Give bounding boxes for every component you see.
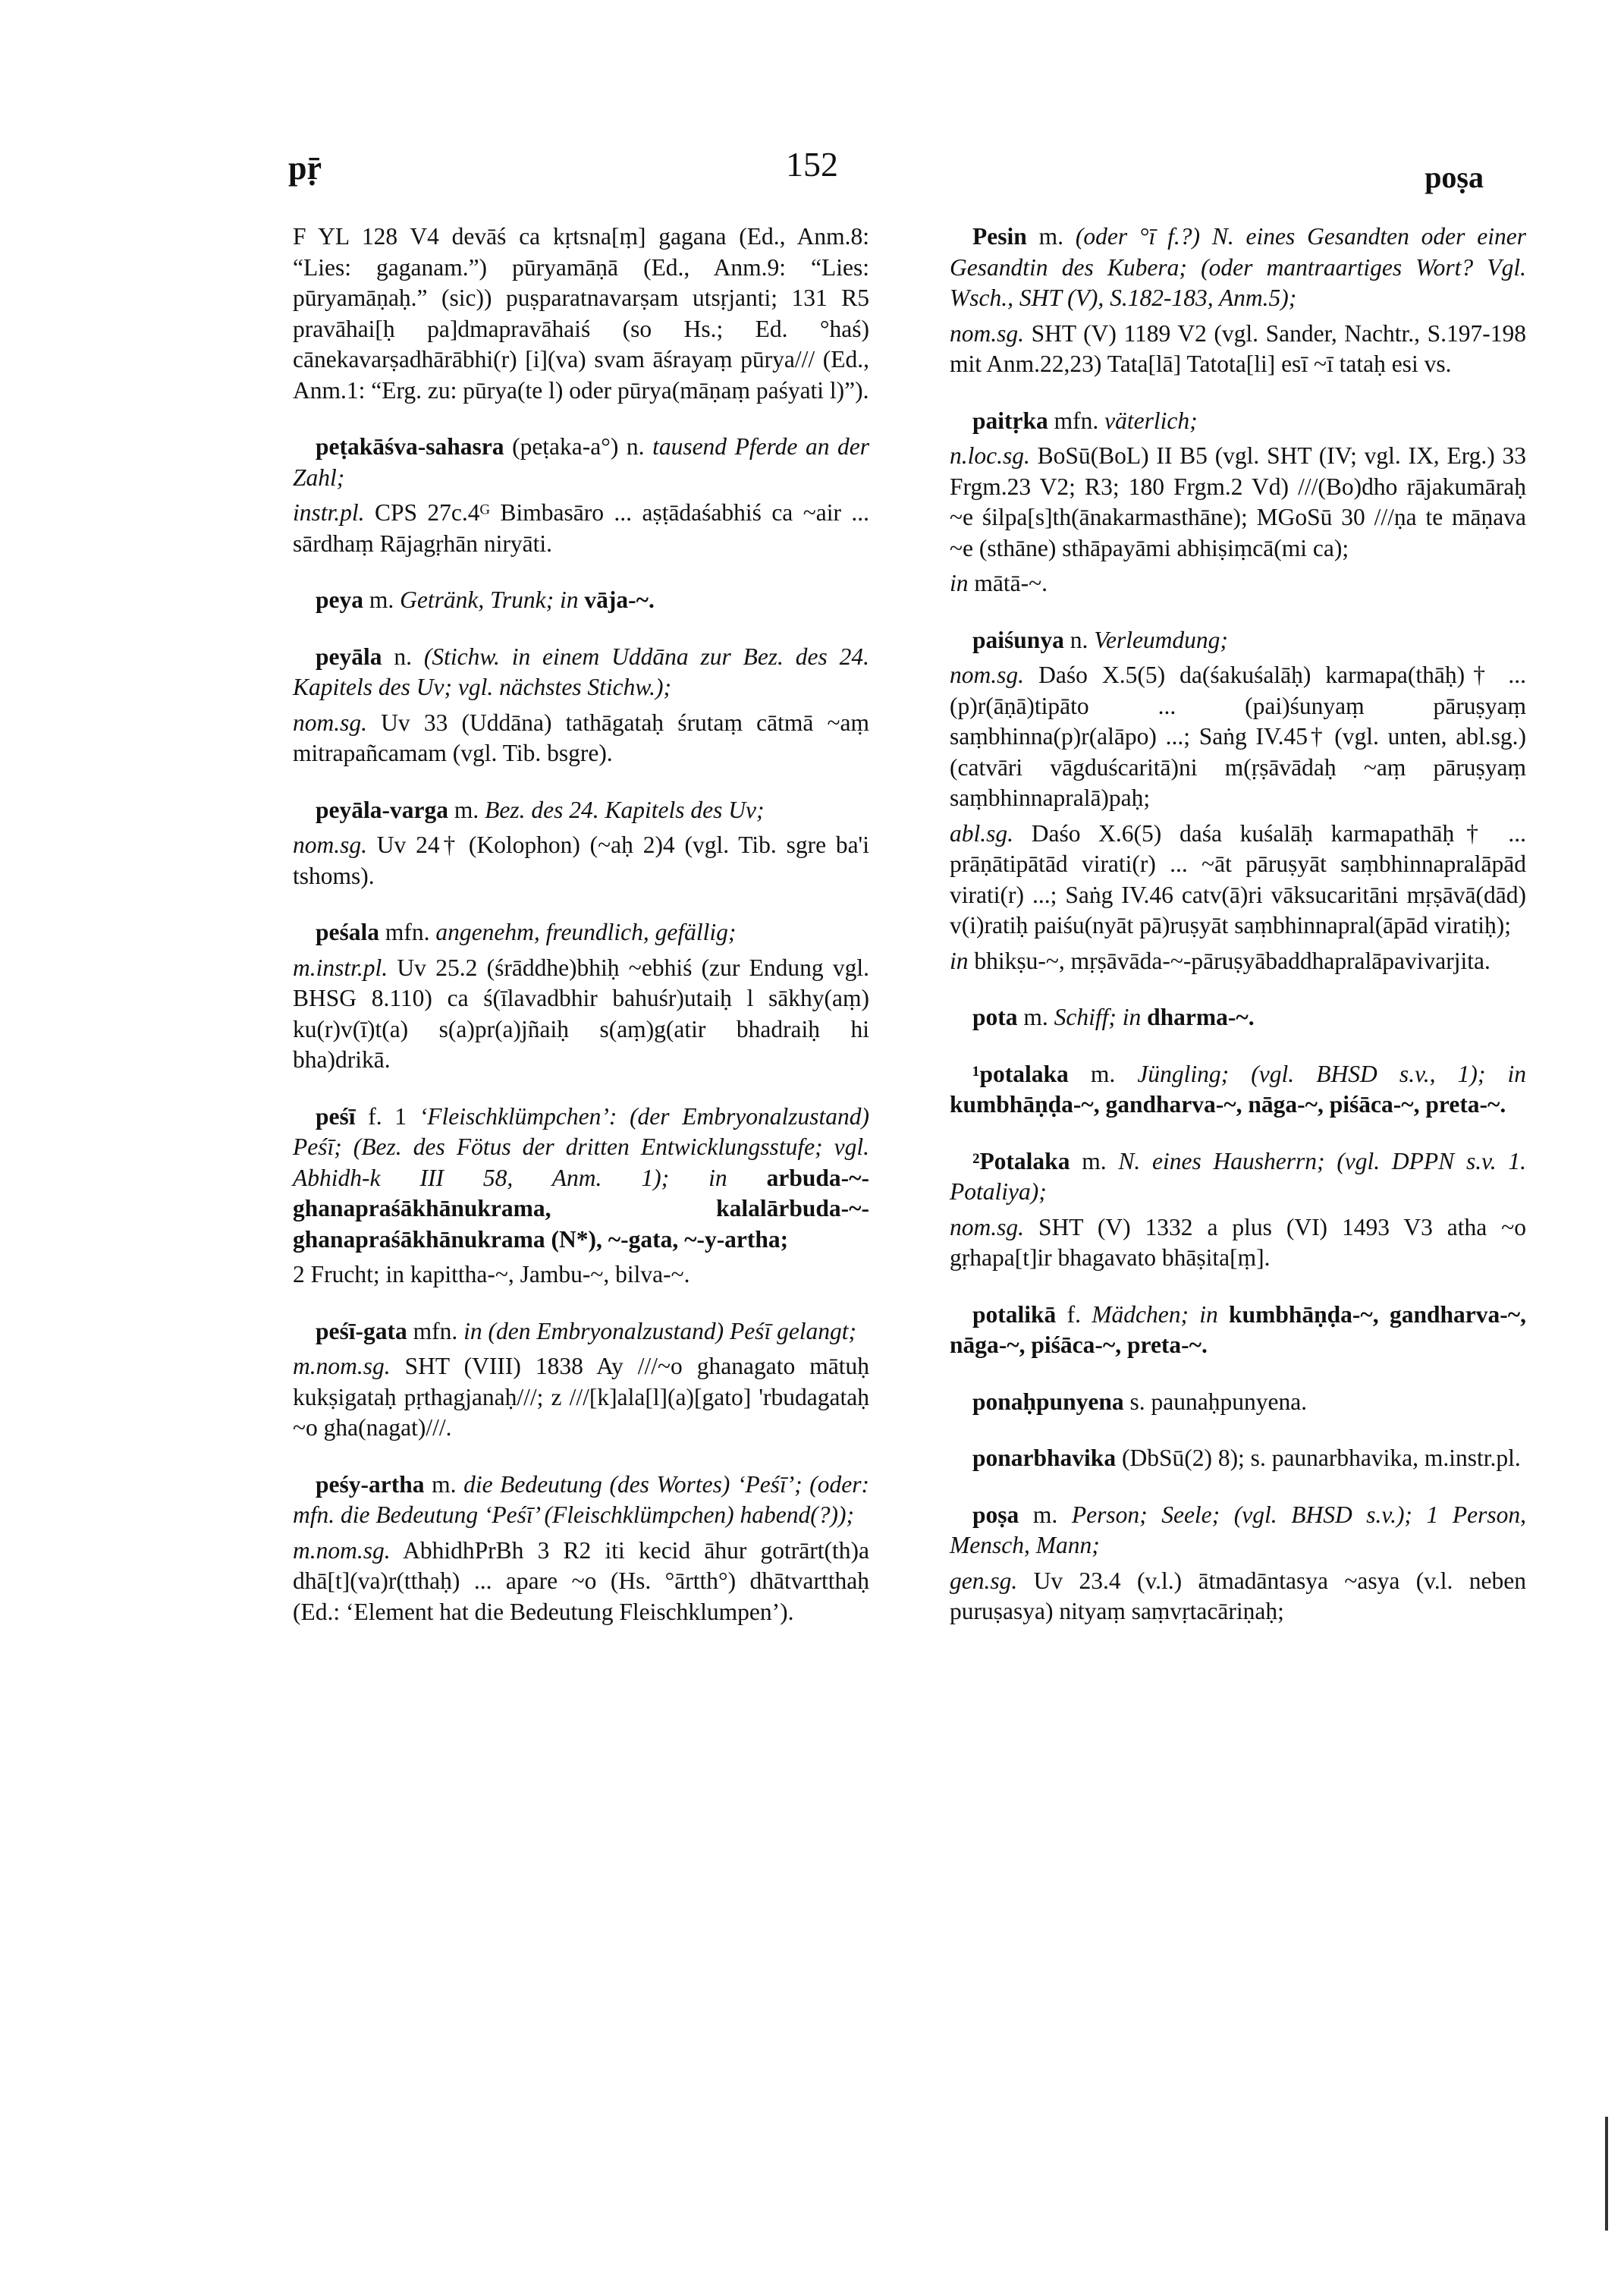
compound-reference: vāja-~. [584,586,655,613]
gloss: angenehm, freundlich, gefällig; [435,919,737,945]
citation-text: SHT (VIII) 1838 Ay ///~o ghanagato mātuḥ kukṣigataḥ pṛthagjanaḥ///; z ///[k]ala[l](a)[gato] 'rbudagataḥ ~o gha(nagat)///. [293,1353,869,1441]
grammar-info: m. [1017,1004,1054,1030]
citation-text: CPS 27c.4ᴳ Bimbasāro ... aṣṭādaśabhiś ca ~air ... sārdhaṃ Rājagṛhān niryāti. [293,499,869,557]
grammar-info: mfn. [407,1317,464,1344]
headword: peṭakāśva-sahasra [316,433,504,460]
dictionary-entry [293,432,869,559]
grammar-info: m. [1026,223,1076,250]
compound-reference: kumbhāṇḍa-~, gandharva-~, nāga-~, piśāca-~, preta-~. [950,1300,1526,1358]
grammar-info: m. [448,796,485,823]
left-column [293,222,869,1653]
left-entries [293,432,869,1627]
headword: paiśunya [972,626,1064,653]
grammatical-form: instr.pl. [293,499,365,526]
headword: ²Potalaka [972,1147,1070,1174]
grammar-info: mfn. [379,919,436,945]
entry-head-line [950,1387,1526,1418]
citation-text: Uv 25.2 (śrāddhe)bhiḥ ~ebhiś (zur Endung vgl. BHSG 8.110) ca ś(īlavadbhir bahuśr)utaiḥ l sākhy(aṃ) ku(r)v(ī)t(a) s(a)pr(a)jñaiḥ s(aṃ)g(atir bhadraiḥ hi bha)drikā. [293,954,869,1073]
grammatical-form: n.loc.sg. [950,442,1030,469]
gloss: Bez. des 24. Kapitels des Uv; [485,796,765,823]
dictionary-entry [293,1316,869,1444]
headword: poṣa [972,1501,1019,1528]
entry-head-line [293,432,869,493]
headword: pota [972,1004,1018,1030]
headword: peya [316,586,363,613]
dictionary-entry [950,625,1526,977]
entry-head-line [293,585,869,616]
entry-head-line [950,1443,1526,1474]
page-number: 152 [786,145,838,184]
grammar-info: s. paunaḥpunyena. [1123,1388,1308,1415]
citation [293,1351,869,1444]
grammatical-form: m.instr.pl. [293,954,388,981]
headword: peyāla [316,643,382,670]
dictionary-entry [293,917,869,1076]
dictionary-entry [293,642,869,769]
grammar-info: (DbSū(2) 8); s. paunarbhavika, m.instr.pl. [1116,1445,1521,1471]
citation [950,441,1526,564]
grammar-info: f. 1 [355,1102,419,1130]
page-edge-mark [1605,2117,1608,2231]
dictionary-entry [950,1443,1526,1474]
gloss: die Bedeutung (des Wortes) ‘Peśī’; (oder: mfn. die Bedeutung ‘Peśī’ (Fleischklümpchen) habend(?)); [293,1470,869,1528]
citation-text: Uv 24† (Kolophon) (~aḥ 2)4 (vgl. Tib. sgre ba'i tshoms). [293,832,869,889]
headword: peśy-artha [316,1470,425,1498]
citation-text: Uv 23.4 (v.l.) ātmadāntasya ~asya (v.l. neben puruṣasya) nityaṃ saṃvṛtacāriṇaḥ; [950,1567,1526,1624]
headword: peyāla-varga [316,796,448,823]
dictionary-entry [293,1102,869,1291]
dictionary-entry [293,585,869,616]
gloss: ‘Fleischklümpchen’: (der Embryonalzustand) Peśī; (Bez. des Fötus der dritten Entwicklungsstufe; vgl. Abhidh-k III 58, Anm. 1); in [293,1102,869,1191]
entry-head-line [293,795,869,826]
citation [950,1212,1526,1274]
gloss: (Stichw. in einem Uddāna zur Bez. des 24. Kapitels des Uv; vgl. nächstes Stichw.); [293,643,869,700]
gloss: Mädchen; in [1092,1300,1230,1328]
gloss: Person; Seele; (vgl. BHSD s.v.); 1 Person, Mensch, Mann; [950,1501,1526,1558]
entry-head-line [950,1500,1526,1561]
citation [293,498,869,559]
headword: ponarbhavika [972,1445,1117,1471]
entry-head-line [950,222,1526,314]
dictionary-entry [950,406,1526,599]
dictionary-entry [950,1146,1526,1274]
citation [293,953,869,1076]
grammatical-form: nom.sg. [293,832,368,858]
grammatical-form: m.nom.sg. [293,1536,391,1564]
continuation-paragraph: F YL 128 V4 devāś ca kṛtsna[ṃ] gagana (Ed., Anm.8: “Lies: gaganam.”) pūryamāṇā (Ed., Anm.9: “Lies: pūryamāṇaḥ.” (sic)) puṣparatnavarṣam utsṛjanti; 131 R5 pravāhai[ḥ pa]dmapravāhaiś (so Hs.; Ed. °haś) cānekavarṣadhārābhi(r) [i](va) svam āśrayaṃ pūrya/// (Ed., Anm.1: “Erg. zu: pūrya(te l) oder pūrya(māṇaṃ paśyati l)”). [293,223,869,404]
citation [950,660,1526,814]
right-column [950,222,1526,1653]
gloss: tausend Pferde an der Zahl; [293,433,869,491]
dictionary-entry [950,1059,1526,1121]
dictionary-entry [950,1500,1526,1627]
headword: peśala [316,919,380,945]
citation [950,1566,1526,1627]
gloss: väterlich; [1104,407,1198,434]
citation-text: 2 Frucht; in kapittha-~, Jambu-~, bilva-~. [293,1261,690,1287]
grammatical-form: in [950,570,969,596]
gloss: Schiff; in [1054,1004,1148,1030]
citation-text: SHT (V) 1332 a plus (VI) 1493 V3 atha ~o gṛhapa[t]ir bhagavato bhāṣita[ṃ]. [950,1213,1526,1271]
citation-text: Uv 33 (Uddāna) tathāgataḥ śrutaṃ cātmā ~aṃ mitrapañcamam (vgl. Tib. bsgre). [293,709,869,766]
compound-reference: dharma-~. [1147,1004,1255,1030]
grammatical-form: nom.sg. [950,1213,1025,1240]
citation [293,1536,869,1628]
entry-head-line [293,1316,869,1347]
grammar-info: n. [1063,626,1095,653]
grammar-info: mfn. [1048,407,1105,434]
dictionary-entry [950,222,1526,380]
dictionary-entry [293,1470,869,1628]
citation [950,319,1526,380]
entry-head-line [293,1102,869,1256]
grammar-info: f. [1056,1300,1092,1328]
headword: peśī [316,1102,356,1130]
gloss: (oder °ī f.?) N. eines Gesandten oder einer Gesandtin des Kubera; (oder mantraartiges Wort? Vgl. Wsch., SHT (V), S.182-183, Anm.5); [950,223,1526,311]
right-entries [950,222,1526,1627]
entry-head-line [950,1002,1526,1033]
dictionary-entry [950,1002,1526,1033]
dictionary-entry [950,1300,1526,1361]
gloss: Verleumdung; [1094,626,1228,653]
compound-reference: arbuda-~-ghanapraśākhānukrama, kalalārbuda-~-ghanapraśākhānukrama (N*), ~-gata, ~-y-artha; [293,1164,869,1253]
citation-text: SHT (V) 1189 V2 (vgl. Sander, Nachtr., S.197-198 mit Anm.22,23) Tata[lā] Tatota[li] esī ~ī tataḥ esi vs. [950,319,1526,377]
citation-text: mātā-~. [968,570,1048,596]
headword: Pesin [972,223,1027,250]
grammatical-form: abl.sg. [950,819,1014,847]
citation [293,708,869,769]
citation-text: BoSū(BoL) II B5 (vgl. SHT (IV; vgl. IX, Erg.) 33 Frgm.23 V2; R3; 180 Frgm.2 Vd) ///(Bo)dho rājakumāraḥ ~e śilpa[s]th(ānakarmasthāne); MGoSū 30 ///ṇa te māṇava ~e (sthāne) sthāpayāmi abhiṣiṃcā(mi ca); [950,442,1526,561]
citation [293,1259,869,1291]
entry-head-line [950,1300,1526,1361]
entry-head-line [950,406,1526,437]
citation [950,568,1526,599]
grammar-info: m. [1070,1147,1119,1174]
grammatical-form: m.nom.sg. [293,1353,391,1379]
citation [950,946,1526,977]
continued-entry-text [293,222,869,406]
entry-head-line [293,642,869,703]
entry-head-line [950,1059,1526,1121]
running-head-right: poṣa [1425,160,1484,194]
grammatical-form: nom.sg. [950,662,1025,688]
running-head-left: pṝ [288,149,322,187]
gloss: in (den Embryonalzustand) Peśī gelangt; [463,1317,857,1344]
grammar-info: (peṭaka-a°) n. [504,433,653,460]
gloss: Getränk, Trunk; in [400,586,585,613]
grammar-info: m. [424,1470,464,1498]
entry-head-line [950,1146,1526,1208]
grammar-info: m. [363,586,401,613]
compound-reference: kumbhāṇḍa-~, gandharva-~, nāga-~, piśāca-~, preta-~. [950,1091,1506,1118]
grammar-info: m. [1019,1501,1072,1528]
entry-head-line [293,917,869,948]
headword: ponaḥpunyena [972,1388,1124,1415]
dictionary-entry [293,795,869,892]
grammatical-form: gen.sg. [950,1567,1018,1594]
citation [950,819,1526,942]
citation-text: AbhidhPrBh 3 R2 iti kecid āhur gotrārt(th)a dhā[t](va)r(tthaḥ) ... apare ~o (Hs. °ārtth°) dhātvartthaḥ (Ed.: ‘Element hat die Bedeutung Fleischklumpen’). [293,1536,869,1625]
headword: potalikā [972,1300,1057,1328]
citation-text: Daśo X.5(5) da(śakuśalāḥ) karmapa(thāḥ)† ... (p)r(āṇā)tipāto ... (pai)śunyaṃ pāruṣyaṃ saṃbhinna(p)r(alāpo) ...; Saṅg IV.45† (vgl. unten, abl.sg.) (catvāri vāgduścaritā)ni m(ṛṣāvādaḥ ~aṃ pāruṣyaṃ saṃbhinnapralā)paḥ; [950,662,1526,811]
headword: paitṛka [972,407,1048,434]
gloss: Jüngling; (vgl. BHSD s.v., 1); in [1137,1060,1526,1087]
headword: peśī-gata [316,1317,407,1344]
citation-text: bhikṣu-~, mṛṣāvāda-~-pāruṣyābaddhapralāpavivarjita. [968,947,1490,974]
citation [293,830,869,891]
citation-text: Daśo X.6(5) daśa kuśalāḥ karmapathāḥ† ... prāṇātipātād virati(r) ... ~āt pāruṣyāt saṃbhinnapralāpād virati(r) ...; Saṅg IV.46 catv(ā)ri vāksucaritāni mṛṣāvā(dād) v(i)ratiḥ paiśu(nyāt pā)ruṣyāt saṃbhinnapral(āpād viratiḥ); [950,819,1526,938]
grammatical-form: nom.sg. [293,709,368,736]
headword: ¹potalaka [972,1060,1069,1087]
grammar-info: n. [382,643,424,670]
gloss: N. eines Hausherrn; (vgl. DPPN s.v. 1. Potaliya); [950,1147,1526,1205]
grammatical-form: in [950,947,969,974]
entry-head-line [293,1470,869,1531]
grammatical-form: nom.sg. [950,319,1025,347]
entry-head-line [950,625,1526,656]
grammar-info: m. [1068,1060,1138,1087]
dictionary-entry [950,1387,1526,1418]
